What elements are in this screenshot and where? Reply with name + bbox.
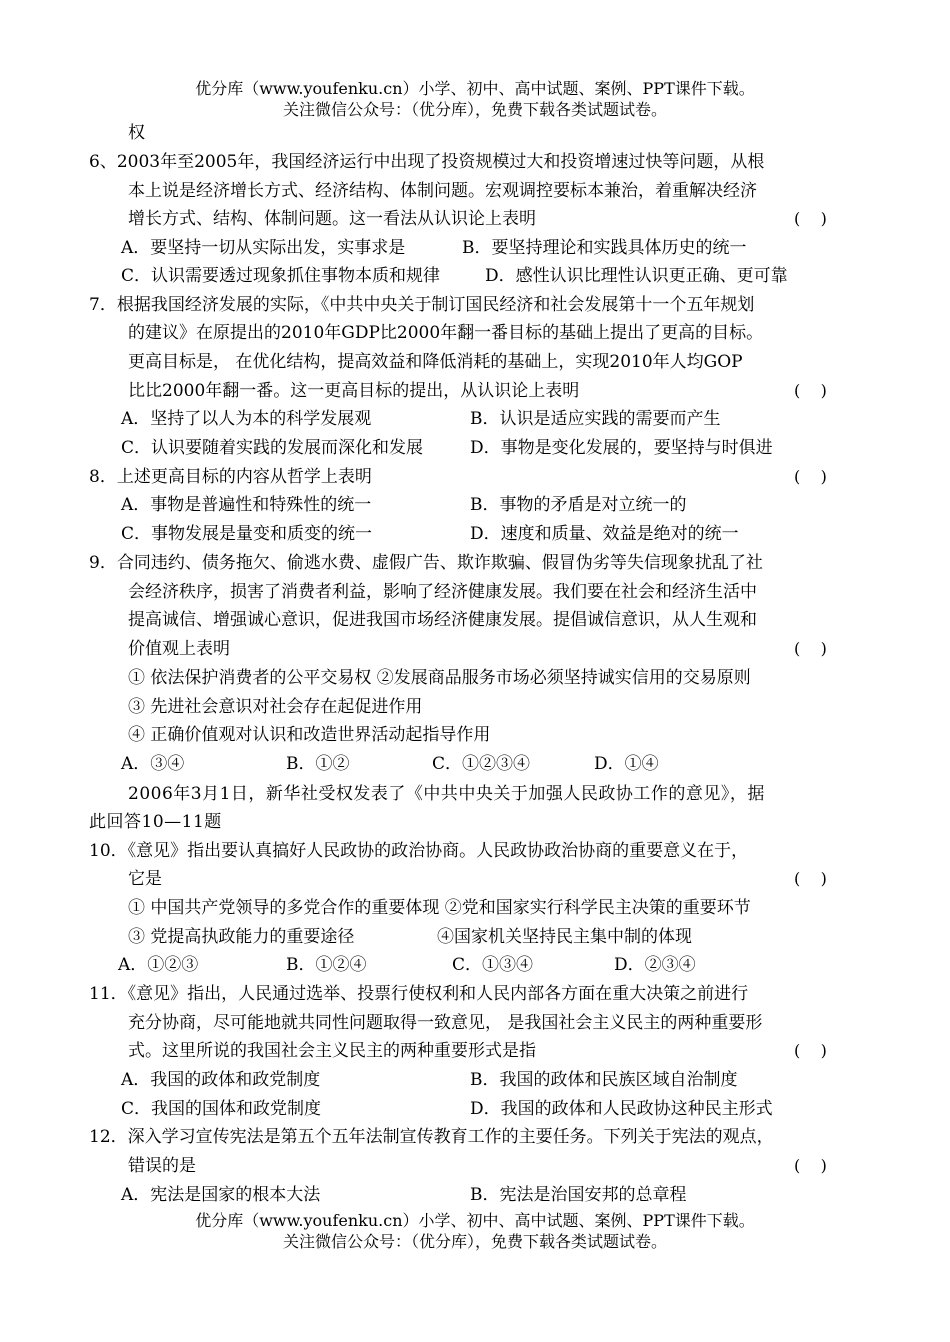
q12-answer-blank: ( ) bbox=[794, 1156, 827, 1175]
footer-line-1: 优分库（www.youfenku.cn）小学、初中、高中试题、案例、PPT课件下载。 bbox=[195, 1211, 755, 1230]
intro-line1: 2006年3月1日，新华社受权发表了《中共中央关于加强人民政协工作的意见》，据 bbox=[128, 784, 765, 804]
header-line-2: 关注微信公众号：（优分库），免费下载各类试题试卷。 bbox=[282, 100, 667, 119]
q9-option-b: B．①② bbox=[286, 754, 350, 774]
q9-statement-1-2: ① 依法保护消费者的公平交易权 ②发展商品服务市场必须坚持诚实信用的交易原则 bbox=[128, 668, 751, 688]
q10-option-d: D．②③④ bbox=[614, 955, 696, 975]
q11-stem-line1: 11．《意见》指出，人民通过选举、投票行使权利和人民内部各方面在重大决策之前进行 bbox=[89, 984, 749, 1004]
q11-stem-line3: 式。这里所说的我国社会主义民主的两种重要形式是指 bbox=[128, 1041, 536, 1061]
q11-option-b: B．我国的政体和民族区域自治制度 bbox=[470, 1070, 738, 1090]
q11-option-c: C．我国的国体和政党制度 bbox=[121, 1099, 322, 1119]
q9-answer-blank: ( ) bbox=[794, 639, 827, 658]
intro-line2: 此回答10—11题 bbox=[89, 812, 222, 832]
q8-option-c: C．事物发展是量变和质变的统一 bbox=[121, 524, 373, 544]
q8-answer-blank: ( ) bbox=[794, 467, 827, 486]
q11-answer-blank: ( ) bbox=[794, 1041, 827, 1060]
q7-answer-blank: ( ) bbox=[794, 381, 827, 400]
q6-option-a: A．要坚持一切从实际出发，实事求是 bbox=[121, 238, 406, 258]
q6-stem-line3: 增长方式、结构、体制问题。这一看法从认识论上表明 bbox=[128, 209, 536, 229]
q12-option-b: B．宪法是治国安邦的总章程 bbox=[470, 1185, 687, 1205]
footer-line-2: 关注微信公众号：（优分库），免费下载各类试题试卷。 bbox=[282, 1232, 667, 1251]
q8-stem-line1: 8．上述更高目标的内容从哲学上表明 bbox=[89, 467, 372, 487]
q7-stem-line3: 更高目标是， 在优化结构，提高效益和降低消耗的基础上，实现2010年人均GOP bbox=[128, 352, 743, 372]
q9-stem-line2: 会经济秩序，损害了消费者利益，影响了经济健康发展。我们要在社会和经济生活中 bbox=[128, 582, 757, 602]
q10-option-a: A．①②③ bbox=[118, 955, 199, 975]
q7-option-d: D．事物是变化发展的，要坚持与时俱进 bbox=[470, 438, 773, 458]
q12-stem-line1: 12．深入学习宣传宪法是第五个五年法制宣传教育工作的主要任务。下列关于宪法的观点， bbox=[89, 1127, 774, 1147]
q6-stem-line2: 本上说是经济增长方式、经济结构、体制问题。宏观调控要标本兼治，着重解决经济 bbox=[128, 181, 757, 201]
carryover-text: 权 bbox=[128, 123, 145, 143]
q7-option-c: C．认识要随着实践的发展而深化和发展 bbox=[121, 438, 424, 458]
q6-answer-blank: ( ) bbox=[794, 209, 827, 228]
q6-option-c: C．认识需要透过现象抓住事物本质和规律 bbox=[121, 266, 441, 286]
q12-stem-line2: 错误的是 bbox=[128, 1156, 196, 1176]
q8-option-b: B．事物的矛盾是对立统一的 bbox=[470, 495, 687, 515]
q9-option-d: D．①④ bbox=[594, 754, 659, 774]
q8-option-d: D．速度和质量、效益是绝对的统一 bbox=[470, 524, 739, 544]
q6-stem-line1: 6、2003年至2005年，我国经济运行中出现了投资规模过大和投资增速过快等问题，从根 bbox=[89, 152, 765, 172]
q7-stem-line2: 的建议》在原提出的2010年GDP比2000年翻一番目标的基础上提出了更高的目标。 bbox=[128, 323, 764, 343]
q7-option-a: A．坚持了以人为本的科学发展观 bbox=[121, 409, 372, 429]
q10-statement-1-2: ① 中国共产党领导的多党合作的重要体现 ②党和国家实行科学民主决策的重要环节 bbox=[128, 898, 751, 918]
q7-stem-line4: 比比2000年翻一番。这一更高目标的提出，从认识论上表明 bbox=[128, 381, 580, 401]
q10-statement-4: ④国家机关坚持民主集中制的体现 bbox=[437, 927, 692, 947]
q11-option-a: A．我国的政体和政党制度 bbox=[121, 1070, 321, 1090]
q10-stem-line1: 10．《意见》指出要认真搞好人民政协的政治协商。人民政协政治协商的重要意义在于， bbox=[89, 841, 749, 861]
q9-option-a: A．③④ bbox=[121, 754, 185, 774]
q9-option-c: C．①②③④ bbox=[432, 754, 531, 774]
q7-stem-line1: 7．根据我国经济发展的实际，《中共中央关于制订国民经济和社会发展第十一个五年规划 bbox=[89, 295, 755, 315]
q10-stem-line2: 它是 bbox=[128, 869, 162, 889]
q10-answer-blank: ( ) bbox=[794, 869, 827, 888]
q9-stem-line1: 9．合同违约、债务拖欠、偷逃水费、虚假广告、欺诈欺骗、假冒伪劣等失信现象扰乱了社 bbox=[89, 553, 763, 573]
q11-option-d: D．我国的政体和人民政协这种民主形式 bbox=[470, 1099, 773, 1119]
q10-option-c: C．①③④ bbox=[452, 955, 534, 975]
q10-statement-3: ③ 党提高执政能力的重要途径 bbox=[128, 927, 355, 947]
q12-option-a: A．宪法是国家的根本大法 bbox=[121, 1185, 321, 1205]
q9-stem-line4: 价值观上表明 bbox=[128, 639, 230, 659]
q8-option-a: A．事物是普遍性和特殊性的统一 bbox=[121, 495, 372, 515]
q9-statement-4: ④ 正确价值观对认识和改造世界活动起指导作用 bbox=[128, 725, 491, 745]
q7-option-b: B．认识是适应实践的需要而产生 bbox=[470, 409, 721, 429]
header-line-1: 优分库（www.youfenku.cn）小学、初中、高中试题、案例、PPT课件下载。 bbox=[195, 79, 755, 98]
q6-option-b: B．要坚持理论和实践具体历史的统一 bbox=[462, 238, 747, 258]
q6-option-d: D．感性认识比理性认识更正确、更可靠 bbox=[485, 266, 788, 286]
q10-option-b: B．①②④ bbox=[286, 955, 367, 975]
q9-statement-3: ③ 先进社会意识对社会存在起促进作用 bbox=[128, 697, 423, 717]
q11-stem-line2: 充分协商，尽可能地就共同性问题取得一致意见， 是我国社会主义民主的两种重要形 bbox=[128, 1013, 763, 1033]
q9-stem-line3: 提高诚信、增强诚心意识，促进我国市场经济健康发展。提倡诚信意识，从人生观和 bbox=[128, 610, 757, 630]
